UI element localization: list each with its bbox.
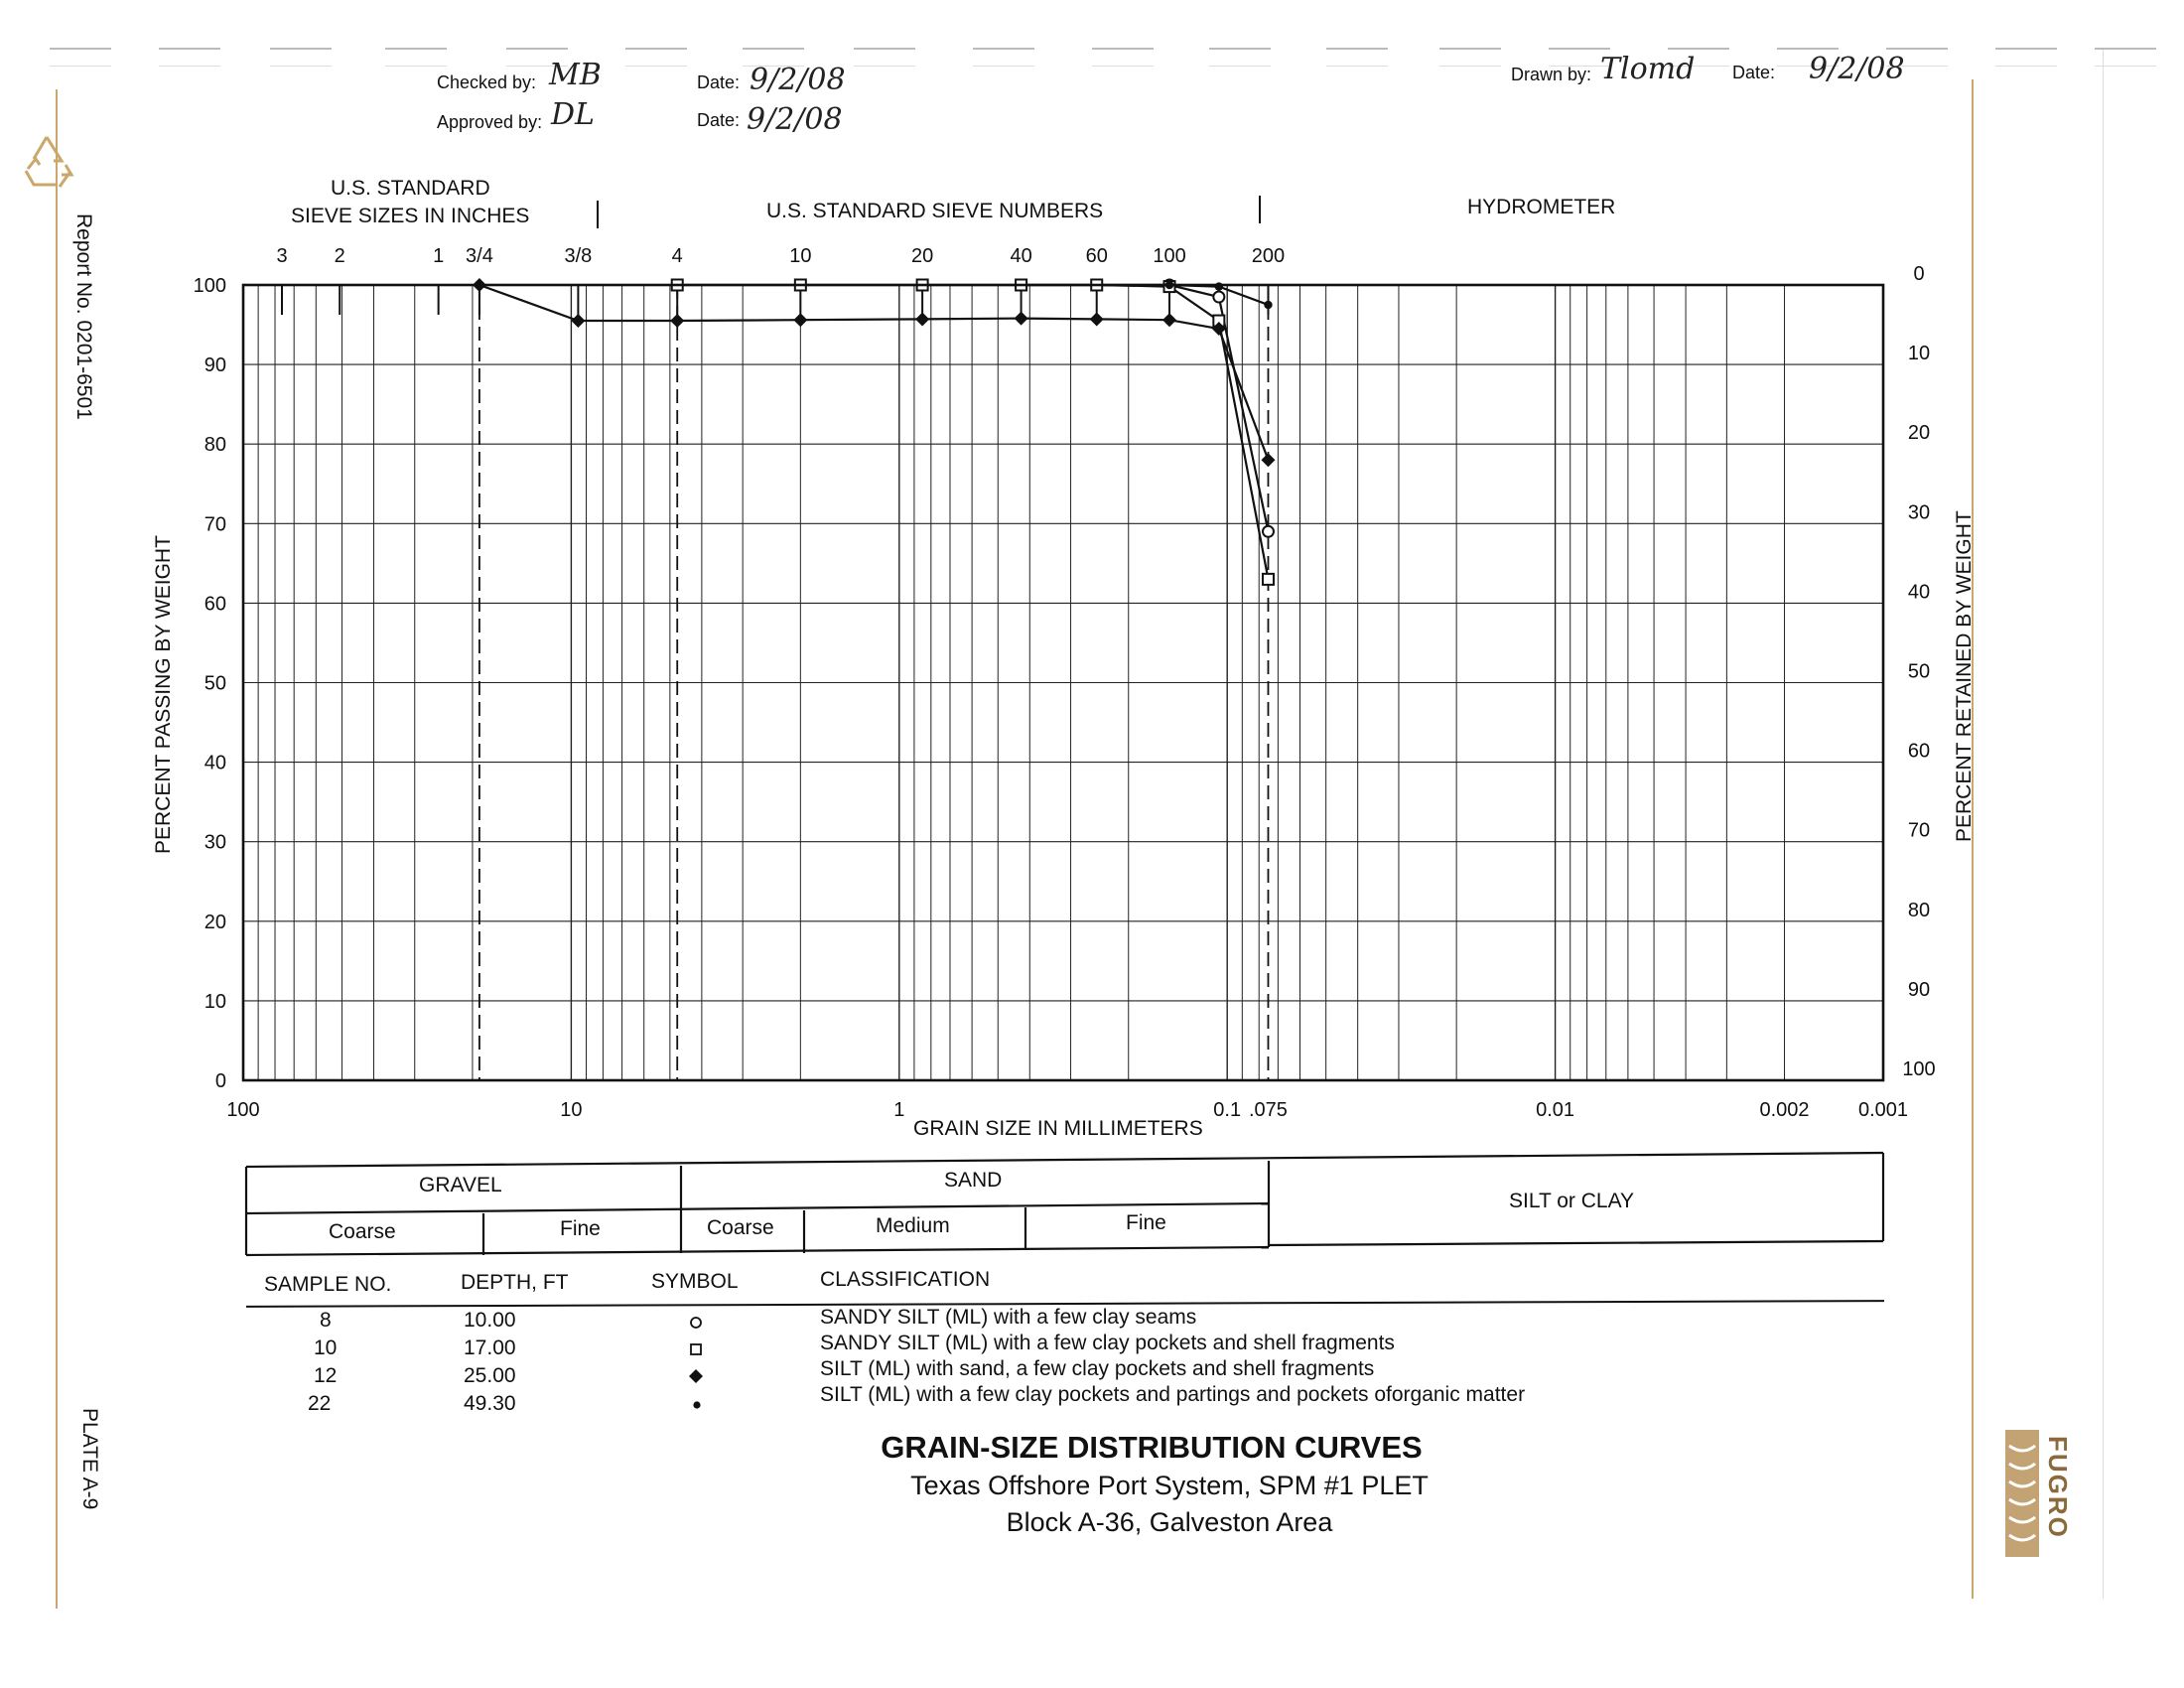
sieve-label: 3/8 [564,245,593,267]
plate-label: PLATE A-9 [78,1408,101,1510]
data-point [1090,312,1104,326]
x-tick-label: 1 [893,1099,905,1121]
table-sand-medium: Medium [876,1214,950,1237]
y-tick-label: 60 [204,593,226,616]
data-point [1215,282,1223,290]
legend-classification: SANDY SILT (ML) with a few clay pockets and shell fragments [820,1332,1395,1354]
date-value-2: 9/2/08 [747,102,843,137]
data-point [1263,526,1274,537]
sieve-label: 4 [671,245,683,267]
sieve-label: 3/4 [466,245,493,267]
legend-classification: SANDY SILT (ML) with a few clay seams [820,1306,1197,1329]
square-open-symbol-icon [689,1342,703,1356]
table-gravel-fine: Fine [560,1217,601,1240]
fugro-logo-text: FUGRO [2043,1436,2073,1539]
series-line-sample-10 [677,285,1268,579]
x-axis-title: GRAIN SIZE IN MILLIMETERS [913,1117,1203,1140]
y2-tick-label: 60 [1907,740,1931,763]
data-point [571,314,585,328]
table-rule [246,1153,1883,1167]
y2-axis-title: PERCENT RETAINED BY WEIGHT [1953,510,1976,842]
sieve-label: 200 [1251,245,1286,267]
sieve-label: 10 [789,245,812,267]
x-tick-label: 0.01 [1536,1099,1575,1121]
y2-tick-label: 40 [1907,581,1931,604]
footer-line-1: Texas Offshore Port System, SPM #1 PLET [910,1471,1429,1500]
y2-tick-label: 100 [1902,1058,1936,1080]
date-label-1: Date: [697,72,741,92]
legend-header-classification: CLASSIFICATION [820,1268,991,1291]
sieve-label: 1 [433,245,445,267]
y-tick-label: 40 [204,752,226,774]
circle-open-symbol-icon [689,1316,703,1330]
diamond-filled-symbol-icon [688,1368,704,1384]
footer-line-2: Block A-36, Galveston Area [1006,1507,1333,1537]
drawn-by-label: Drawn by: [1511,65,1592,84]
legend-header-symbol: SYMBOL [651,1270,739,1293]
legend-sample: 22 [308,1392,332,1415]
y2-tick-label: 90 [1907,978,1931,1001]
y-tick-label: 30 [204,831,226,854]
y-tick-label: 50 [204,672,226,695]
fugro-logo [2001,1426,2093,1561]
drawn-by-signature: Tlomd [1600,52,1696,86]
y-axis-title: PERCENT PASSING BY WEIGHT [152,535,175,854]
footer-title: GRAIN-SIZE DISTRIBUTION CURVES [881,1430,1423,1465]
dot-filled-symbol-icon [691,1399,703,1411]
x-tick-label: .075 [1249,1099,1288,1121]
date-label-2: Date: [697,110,741,130]
y-tick-label: 80 [204,434,226,457]
group-divider-1 [597,201,599,228]
soil-table [246,1153,1883,1255]
sieve-label: 2 [334,245,345,267]
y2-tick-label: 80 [1907,899,1931,921]
legend-header-sample: SAMPLE NO. [264,1273,392,1296]
approved-by-label: Approved by: [437,112,543,132]
legend-row [0,1383,2184,1418]
checked-by-label: Checked by: [437,72,537,92]
legend-depth: 10.00 [464,1309,516,1332]
legend-classification: SILT (ML) with sand, a few clay pockets and shell fragments [820,1357,1375,1380]
data-point [1213,292,1224,303]
checked-by-signature: MB [549,58,602,92]
data-point [670,314,684,328]
date-value-3: 9/2/08 [1809,52,1905,86]
y2-tick-label: 70 [1907,819,1931,842]
report-number: Report No. 0201-6501 [72,213,95,420]
sieve-label: 20 [910,245,934,267]
legend-sample: 8 [320,1309,332,1332]
table-sand-coarse: Coarse [707,1216,774,1239]
inches-group-title-2: SIEVE SIZES IN INCHES [291,205,530,227]
legend-depth: 25.00 [464,1364,516,1387]
table-rule [246,1247,1269,1255]
y2-tick-label: 0 [1913,263,1925,285]
table-gravel-coarse: Coarse [329,1220,396,1243]
chart-series [473,278,1276,585]
legend-depth: 49.30 [464,1392,516,1415]
x-tick-label: 0.002 [1759,1099,1810,1121]
approved-by-signature: DL [551,97,595,132]
table-sand: SAND [944,1169,1003,1192]
data-point [1015,312,1028,326]
table-rule [1269,1241,1883,1245]
x-tick-label: 0.001 [1857,1099,1909,1121]
y2-tick-label: 10 [1907,343,1931,365]
data-point [1162,313,1176,327]
y2-tick-label: 30 [1907,501,1931,524]
group-divider-2 [1259,196,1261,223]
data-point [915,312,929,326]
inches-group-title-1: U.S. STANDARD [331,177,490,200]
table-silt-clay: SILT or CLAY [1509,1190,1635,1212]
table-gravel: GRAVEL [419,1174,502,1196]
sieve-label: 3 [276,245,288,267]
legend-header-depth: DEPTH, FT [461,1271,569,1294]
date-label-3: Date: [1732,63,1776,82]
x-tick-label: 100 [226,1099,260,1121]
data-point [1264,301,1272,309]
y2-tick-label: 50 [1907,660,1931,683]
table-rule [246,1203,1269,1213]
y-tick-label: 70 [204,513,226,536]
sieve-label: 60 [1085,245,1108,267]
y-tick-label: 20 [204,911,226,933]
hydrometer-group-title: HYDROMETER [1467,196,1616,218]
numbers-group-title: U.S. STANDARD SIEVE NUMBERS [766,200,1104,222]
table-sand-fine: Fine [1126,1211,1166,1234]
date-value-1: 9/2/08 [750,63,846,97]
y-tick-label: 0 [214,1070,226,1092]
x-tick-label: 10 [560,1099,583,1121]
legend-depth: 17.00 [464,1336,516,1359]
data-point [793,313,807,327]
x-tick-label: 0.1 [1213,1099,1242,1121]
y-tick-label: 10 [204,990,226,1013]
sieve-label: 100 [1153,245,1186,267]
series-line-sample-8 [1022,285,1269,531]
y-tick-label: 90 [204,354,226,377]
data-point [1263,574,1274,585]
legend-classification: SILT (ML) with a few clay pockets and partings and pockets oforganic matter [820,1383,1526,1406]
chart-grid [243,285,1883,1080]
legend-sample: 12 [314,1364,338,1387]
legend-sample: 10 [314,1336,338,1359]
y-tick-label: 100 [193,275,226,297]
series-line-sample-12 [479,285,1269,460]
data-point [1261,453,1275,467]
sieve-label: 40 [1010,245,1032,267]
y2-tick-label: 20 [1907,422,1931,445]
